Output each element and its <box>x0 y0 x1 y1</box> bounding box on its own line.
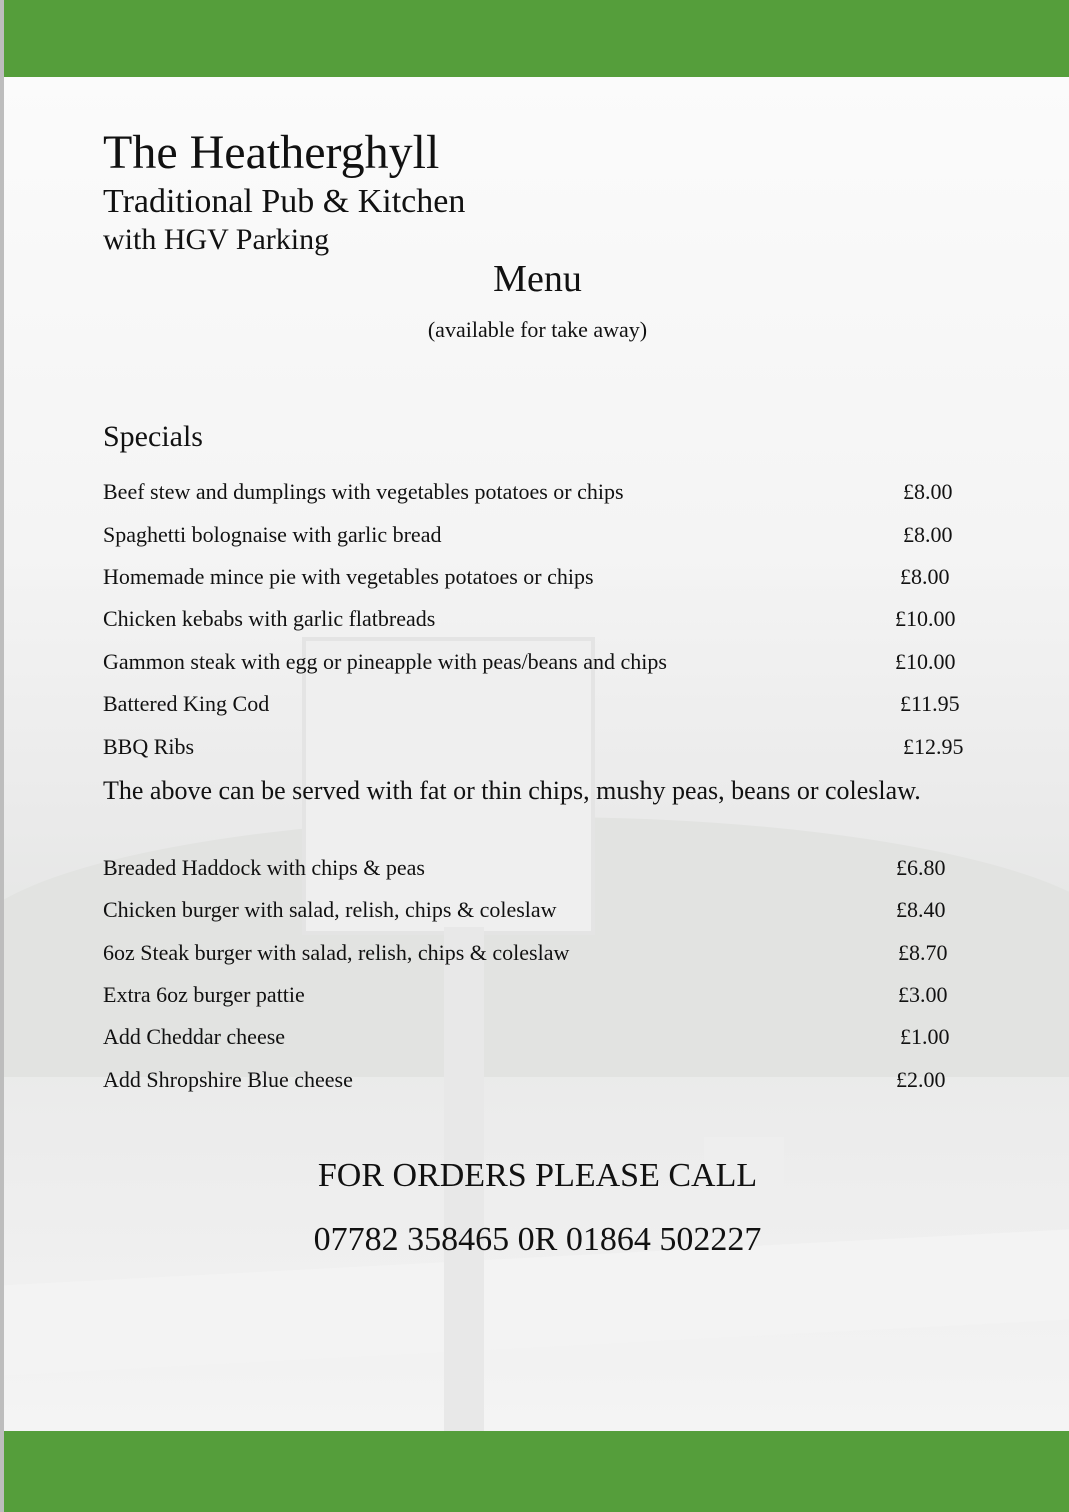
menu-item-name: Spaghetti bolognaise with garlic bread <box>103 522 442 547</box>
menu-item-price: £10.00 <box>895 606 956 631</box>
orders-heading: FOR ORDERS PLEASE CALL <box>317 1157 758 1194</box>
specials-heading: Specials <box>103 420 203 453</box>
pub-subtitle: Traditional Pub & Kitchen <box>103 183 466 220</box>
menu-item-name: 6oz Steak burger with salad, relish, chips & coleslaw <box>103 940 570 965</box>
menu-item-name: Battered King Cod <box>103 691 270 716</box>
menu-item-price: £8.00 <box>903 479 953 504</box>
bottom-green-band <box>4 1431 1069 1512</box>
menu-item-price: £8.00 <box>903 522 953 547</box>
menu-item-price: £12.95 <box>903 734 964 759</box>
menu-item-name: Extra 6oz burger pattie <box>103 982 305 1007</box>
menu-availability-note: (available for take away) <box>427 317 648 342</box>
menu-item-price: £11.95 <box>900 691 960 716</box>
menu-item-name: Beef stew and dumplings with vegetables potatoes or chips <box>103 479 624 504</box>
pub-tagline: with HGV Parking <box>103 223 330 256</box>
menu-item-name: Homemade mince pie with vegetables potatoes or chips <box>103 564 594 589</box>
menu-item-name: BBQ Ribs <box>103 734 195 759</box>
top-green-band <box>4 0 1069 77</box>
menu-item-name: Chicken burger with salad, relish, chips & coleslaw <box>103 897 557 922</box>
menu-item-price: £2.00 <box>896 1067 946 1092</box>
menu-item-name: Breaded Haddock with chips & peas <box>103 855 425 880</box>
menu-item-name: Gammon steak with egg or pineapple with peas/beans and chips <box>103 649 667 674</box>
menu-item-name: Chicken kebabs with garlic flatbreads <box>103 606 436 631</box>
menu-item-name: Add Shropshire Blue cheese <box>103 1067 353 1092</box>
menu-item-name: Add Cheddar cheese <box>103 1024 286 1049</box>
menu-item-price: £8.00 <box>900 564 950 589</box>
menu-item-price: £3.00 <box>898 982 948 1007</box>
orders-phone-numbers: 07782 358465 0R 01864 502227 <box>313 1221 762 1258</box>
menu-item-price: £8.70 <box>898 940 948 965</box>
menu-item-price: £6.80 <box>896 855 946 880</box>
menu-heading: Menu <box>493 258 582 300</box>
sides-note: The above can be served with fat or thin chips, mushy peas, beans or coleslaw. <box>103 776 921 805</box>
pub-name: The Heatherghyll <box>103 126 440 179</box>
menu-item-price: £8.40 <box>896 897 946 922</box>
menu-item-price: £10.00 <box>895 649 956 674</box>
menu-item-price: £1.00 <box>900 1024 950 1049</box>
